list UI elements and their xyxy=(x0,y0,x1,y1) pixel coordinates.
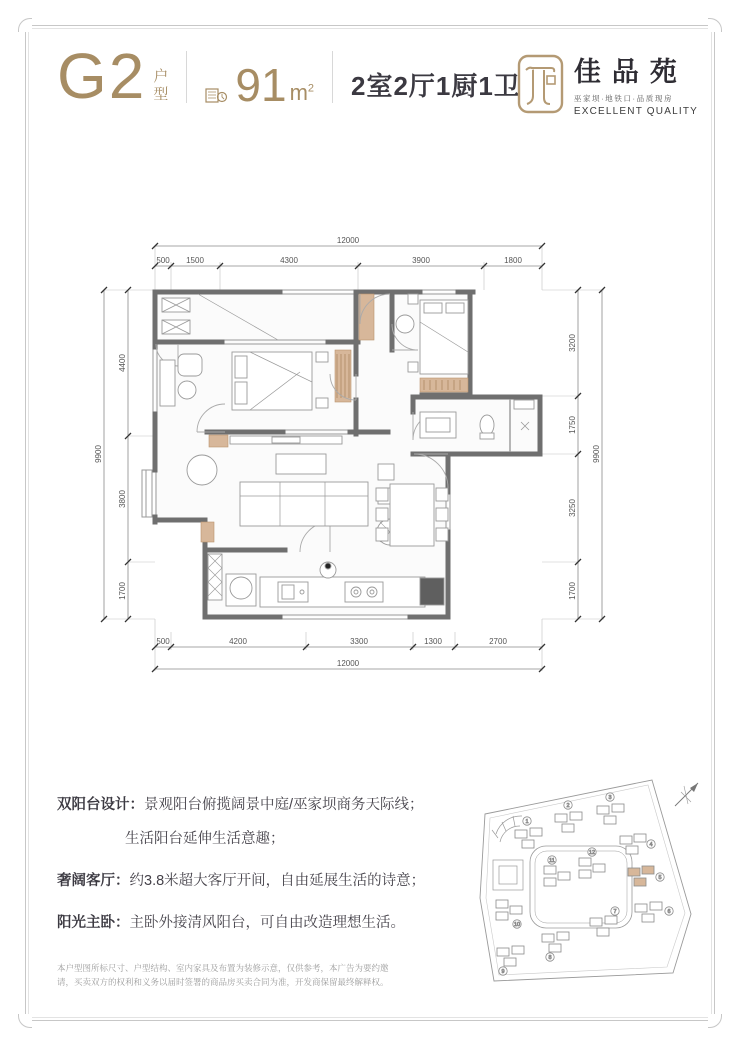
dim-label: 4400 xyxy=(118,354,127,372)
building-cluster xyxy=(496,900,522,928)
area-unit: $m^2$ xyxy=(289,79,315,105)
floor-plan xyxy=(90,232,650,684)
building-number: 7 xyxy=(613,909,617,916)
feature-title: 奢阔客厅： xyxy=(57,873,130,890)
dim-label: 3300 xyxy=(350,637,368,646)
building-number: 3 xyxy=(608,795,612,802)
logo-text-block xyxy=(574,50,698,117)
feature-item xyxy=(57,871,477,892)
brand-tagline-en: EXCELLENT QUALITY xyxy=(573,106,698,117)
dim-label: 2700 xyxy=(489,637,507,646)
dim-label: 3250 xyxy=(568,499,577,517)
dim-label: 1750 xyxy=(568,416,577,434)
brand-logo xyxy=(517,50,698,117)
feature-item xyxy=(57,795,477,816)
building-number: 11 xyxy=(549,858,555,865)
dining-furniture xyxy=(376,484,448,546)
feature-item-continued xyxy=(57,829,477,850)
feature-text: 景观阳台俯揽阔景中庭/巫家坝商务天际线； xyxy=(144,797,424,813)
feature-text: 约3.8米超大客厅开间，自由延展生活的诗意； xyxy=(129,873,426,890)
dim-label: 1500 xyxy=(186,256,204,265)
frame-corner-ornament xyxy=(18,1014,32,1028)
dim-label: 500 xyxy=(156,256,170,265)
building-cluster xyxy=(620,834,655,854)
building-cluster-highlighted xyxy=(628,866,664,886)
building-cluster xyxy=(635,902,673,922)
dim-label: 12000 xyxy=(336,659,360,668)
dim-label: 1800 xyxy=(504,256,522,265)
building-number: 1 xyxy=(525,819,529,826)
building-cluster xyxy=(515,817,542,848)
frame-corner-ornament xyxy=(708,18,722,32)
unit-type-char: 户 xyxy=(153,68,169,86)
building-cluster xyxy=(555,801,582,832)
unit-header xyxy=(57,40,521,112)
feature-text: 主卧外接清风阳台，可自由改造理想生活。 xyxy=(129,915,405,932)
building-icon xyxy=(205,85,229,103)
area-exponent: 2 xyxy=(307,82,315,95)
compass-icon xyxy=(675,783,698,806)
feature-item xyxy=(57,913,477,934)
rooms-label: 2室2厅1厨1卫 xyxy=(351,70,521,101)
dim-label: 1700 xyxy=(568,582,577,600)
seal-icon xyxy=(517,54,564,114)
feature-text: 生活阳台延伸生活意趣； xyxy=(125,831,285,848)
dim-label: 9900 xyxy=(94,445,103,463)
dim-label: 500 xyxy=(156,637,170,646)
building-number: 5 xyxy=(658,875,662,882)
building-number: 12 xyxy=(588,850,596,857)
dim-label: 3200 xyxy=(568,334,577,352)
building-cluster xyxy=(542,932,569,961)
brand-name: 佳品苑 xyxy=(573,57,688,87)
frame-corner-ornament xyxy=(18,18,32,32)
unit-type-label xyxy=(153,68,168,103)
dim-label: 3800 xyxy=(118,490,127,508)
unit-type-char: 型 xyxy=(153,85,169,103)
dim-label: 1300 xyxy=(424,637,442,646)
site-plan-map xyxy=(470,776,710,998)
site-amenities xyxy=(492,816,523,890)
feature-title: 双阳台设计： xyxy=(57,797,144,813)
header-divider xyxy=(332,51,333,103)
unit-code: G2 xyxy=(57,40,147,112)
building-number: 2 xyxy=(566,803,570,810)
dim-label: 4200 xyxy=(229,637,247,646)
disclaimer: 本户型图所标尺寸、户型结构、室内家具及布置为装修示意，仅供参考，本广告为要约邀请，买卖双方的权利和义务以届时签署的商品房买卖合同为准，开发商保留最终解释权。 xyxy=(57,963,389,988)
building-clusters xyxy=(496,793,673,975)
building-cluster xyxy=(590,907,619,936)
building-number: 8 xyxy=(548,955,552,962)
feature-title: 阳光主卧： xyxy=(57,915,130,932)
building-number: 6 xyxy=(667,909,671,916)
unit-area xyxy=(205,59,315,112)
frame-corner-ornament xyxy=(708,1014,722,1028)
dim-label: 12000 xyxy=(336,236,360,245)
dim-label: 9900 xyxy=(592,445,601,463)
building-cluster xyxy=(497,946,524,975)
building-number: 4 xyxy=(649,842,653,849)
dim-label: 1700 xyxy=(118,582,127,600)
header-divider xyxy=(186,51,187,103)
dim-label: 4300 xyxy=(280,256,298,265)
brand-tagline-cn: 巫家坝·地铁口·品质现房 xyxy=(573,94,674,103)
building-number: 9 xyxy=(501,969,505,976)
building-number: 10 xyxy=(513,922,521,929)
building-cluster xyxy=(597,793,624,824)
dim-label: 3900 xyxy=(412,256,430,265)
building-cluster xyxy=(579,848,605,878)
building-cluster xyxy=(544,856,570,886)
feature-list xyxy=(57,795,477,955)
area-value: 91 xyxy=(235,59,287,112)
